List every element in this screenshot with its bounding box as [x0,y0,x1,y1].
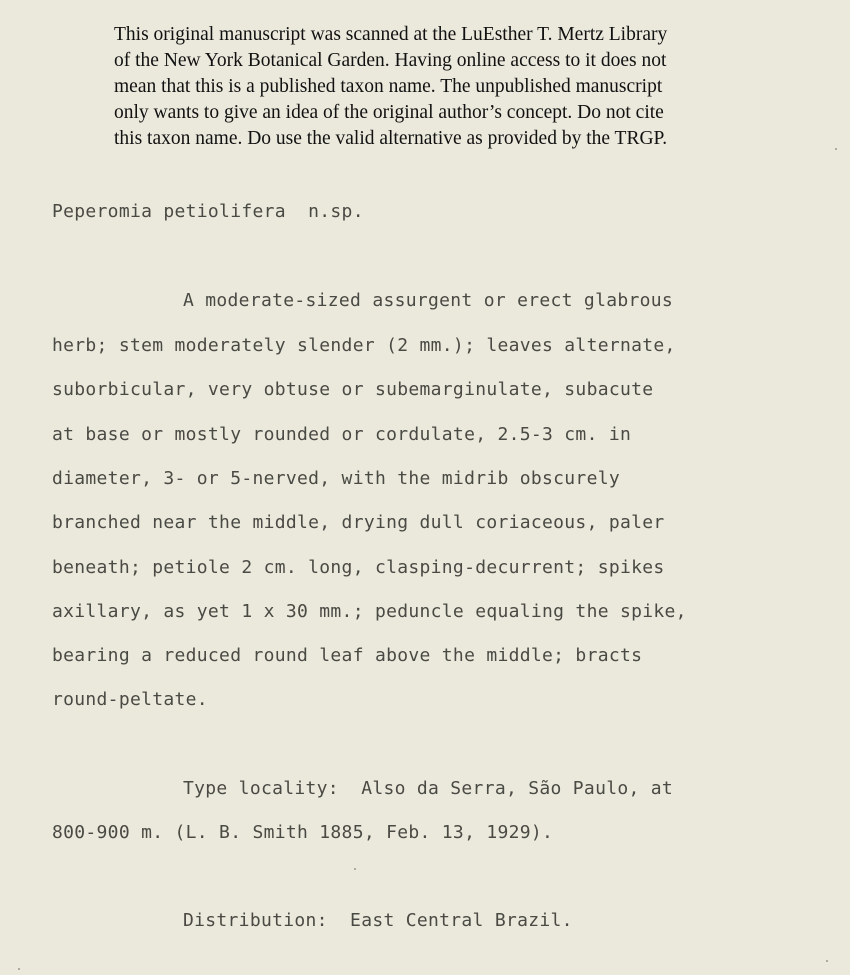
paper-speck [826,960,828,962]
description-line-1: A moderate-sized assurgent or erect glabrous [183,290,674,311]
notice-line-4: only wants to give an idea of the original author’s concept. Do not cite [114,102,664,123]
type-locality-line-1: Type locality: Also da Serra, São Paulo, at [183,778,674,799]
description-line-7: beneath; petiole 2 cm. long, clasping-decurrent; spikes [52,557,665,578]
notice-line-1: This original manuscript was scanned at the LuEsther T. Mertz Library [114,24,668,45]
paper-speck [354,868,356,870]
description-line-9: bearing a reduced round leaf above the middle; bracts [52,645,643,666]
description-line-5: diameter, 3- or 5-nerved, with the midrib obscurely [52,468,620,489]
species-title: Peperomia petiolifera n.sp. [52,201,364,222]
paper-speck [835,148,837,150]
description-line-2: herb; stem moderately slender (2 mm.); leaves alternate, [52,335,676,356]
description-line-10: round-peltate. [52,689,208,710]
paper-speck [18,968,20,970]
description-line-8: axillary, as yet 1 x 30 mm.; peduncle equaling the spike, [52,601,687,622]
notice-line-5: this taxon name. Do use the valid alternative as provided by the TRGP. [114,128,668,149]
notice-line-2: of the New York Botanical Garden. Having online access to it does not [114,50,667,71]
notice-line-3: mean that this is a published taxon name. The unpublished manuscript [114,76,663,97]
description-line-3: suborbicular, very obtuse or subemarginulate, subacute [52,379,654,400]
description-line-6: branched near the middle, drying dull coriaceous, paler [52,512,665,533]
type-locality-line-2: 800-900 m. (L. B. Smith 1885, Feb. 13, 1929). [52,822,554,843]
distribution-line: Distribution: East Central Brazil. [183,910,573,931]
description-line-4: at base or mostly rounded or cordulate, 2.5-3 cm. in [52,424,632,445]
